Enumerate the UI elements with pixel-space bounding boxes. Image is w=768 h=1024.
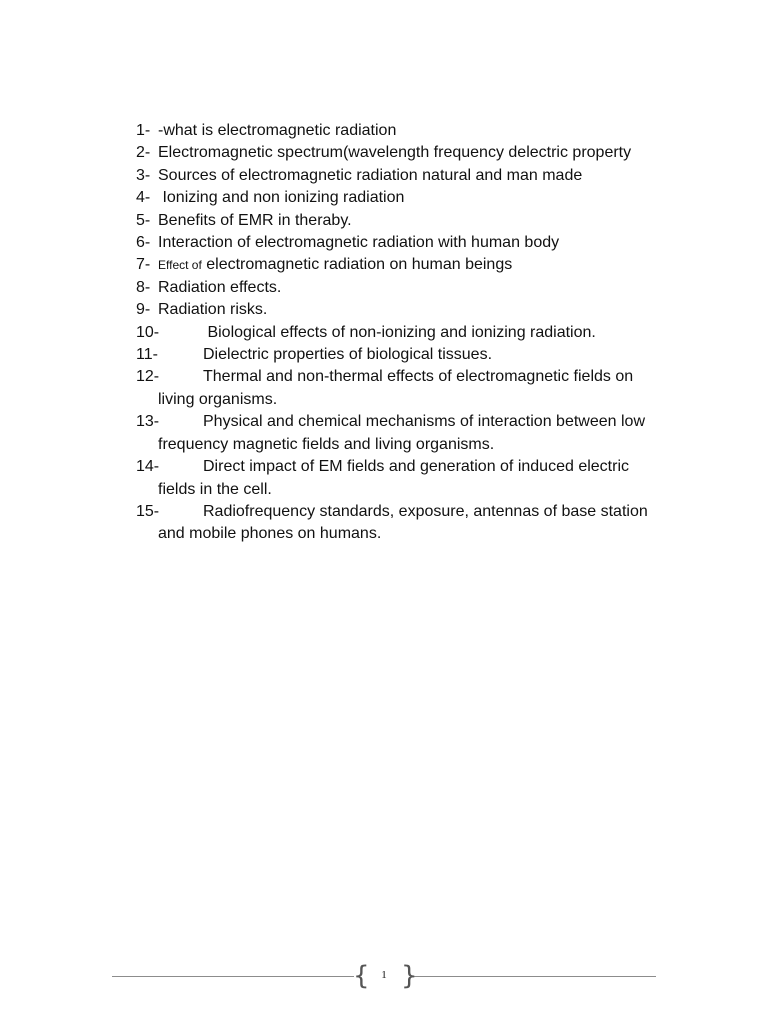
item-number: 3-: [136, 166, 151, 184]
item-text: -what is electromagnetic radiation: [158, 122, 397, 139]
item-number: 10-: [136, 323, 160, 341]
list-item: [136, 232, 661, 254]
item-number: 5-: [136, 211, 151, 229]
page-number: 1: [381, 969, 387, 981]
item-text: Radiation effects.: [158, 278, 282, 296]
list-item: [136, 299, 661, 321]
item-text: Physical and chemical mechanisms of interaction between low frequency magnetic fields and living organisms.: [158, 413, 645, 453]
list-item: [136, 322, 661, 344]
item-text: Thermal and non-thermal effects of electromagnetic fields on living organisms.: [158, 368, 634, 408]
item-text: electromagnetic radiation on human beings: [201, 256, 513, 274]
left-brace-icon: {: [353, 961, 370, 991]
list-item: [136, 254, 661, 276]
item-text: Radiofrequency standards, exposure, antennas of base station and mobile phones on humans.: [158, 502, 648, 543]
item-number: 9-: [136, 301, 151, 319]
item-text: Ionizing and non ionizing radiation: [158, 189, 405, 207]
item-number: 8-: [136, 278, 151, 296]
item-text: Electromagnetic spectrum(wavelength frequency delectric property: [158, 144, 632, 162]
item-text: Dielectric properties of biological tissues.: [203, 346, 493, 364]
right-brace-icon: }: [401, 961, 418, 991]
list-item: [136, 142, 661, 164]
list-item: [136, 344, 661, 366]
footer-rule-left: [112, 976, 354, 977]
topic-list: [136, 120, 661, 546]
item-text: Sources of electromagnetic radiation natural and man made: [158, 166, 583, 184]
item-text: Benefits of EMR in theraby.: [158, 211, 352, 229]
list-item: [136, 366, 661, 411]
item-number: 2-: [136, 144, 151, 162]
item-text: Biological effects of non-ionizing and ionizing radiation.: [203, 323, 596, 341]
item-number: 13-: [136, 413, 160, 431]
item-number: 7-: [136, 256, 151, 274]
item-number: 14-: [136, 458, 160, 476]
item-number: 11-: [136, 346, 158, 364]
list-item: [136, 501, 661, 546]
list-item: [136, 456, 661, 501]
item-text-prefix: Effect of: [158, 258, 202, 273]
list-item: [136, 210, 661, 232]
footer-rule-right: [412, 976, 656, 977]
item-number: 15-: [136, 502, 160, 520]
item-number: 1-: [136, 122, 151, 139]
item-number: 12-: [136, 368, 160, 386]
list-item: [136, 187, 661, 209]
item-number: 4-: [136, 189, 151, 207]
item-text-container: [158, 254, 661, 276]
list-item: [136, 411, 661, 456]
list-item: [136, 120, 661, 142]
list-item: [136, 277, 661, 299]
list-item: [136, 165, 661, 187]
item-text: Interaction of electromagnetic radiation with human body: [158, 234, 560, 252]
item-text: Radiation risks.: [158, 301, 268, 319]
item-text: Direct impact of EM fields and generation of induced electric fields in the cell.: [158, 458, 629, 498]
item-number: 6-: [136, 234, 151, 252]
